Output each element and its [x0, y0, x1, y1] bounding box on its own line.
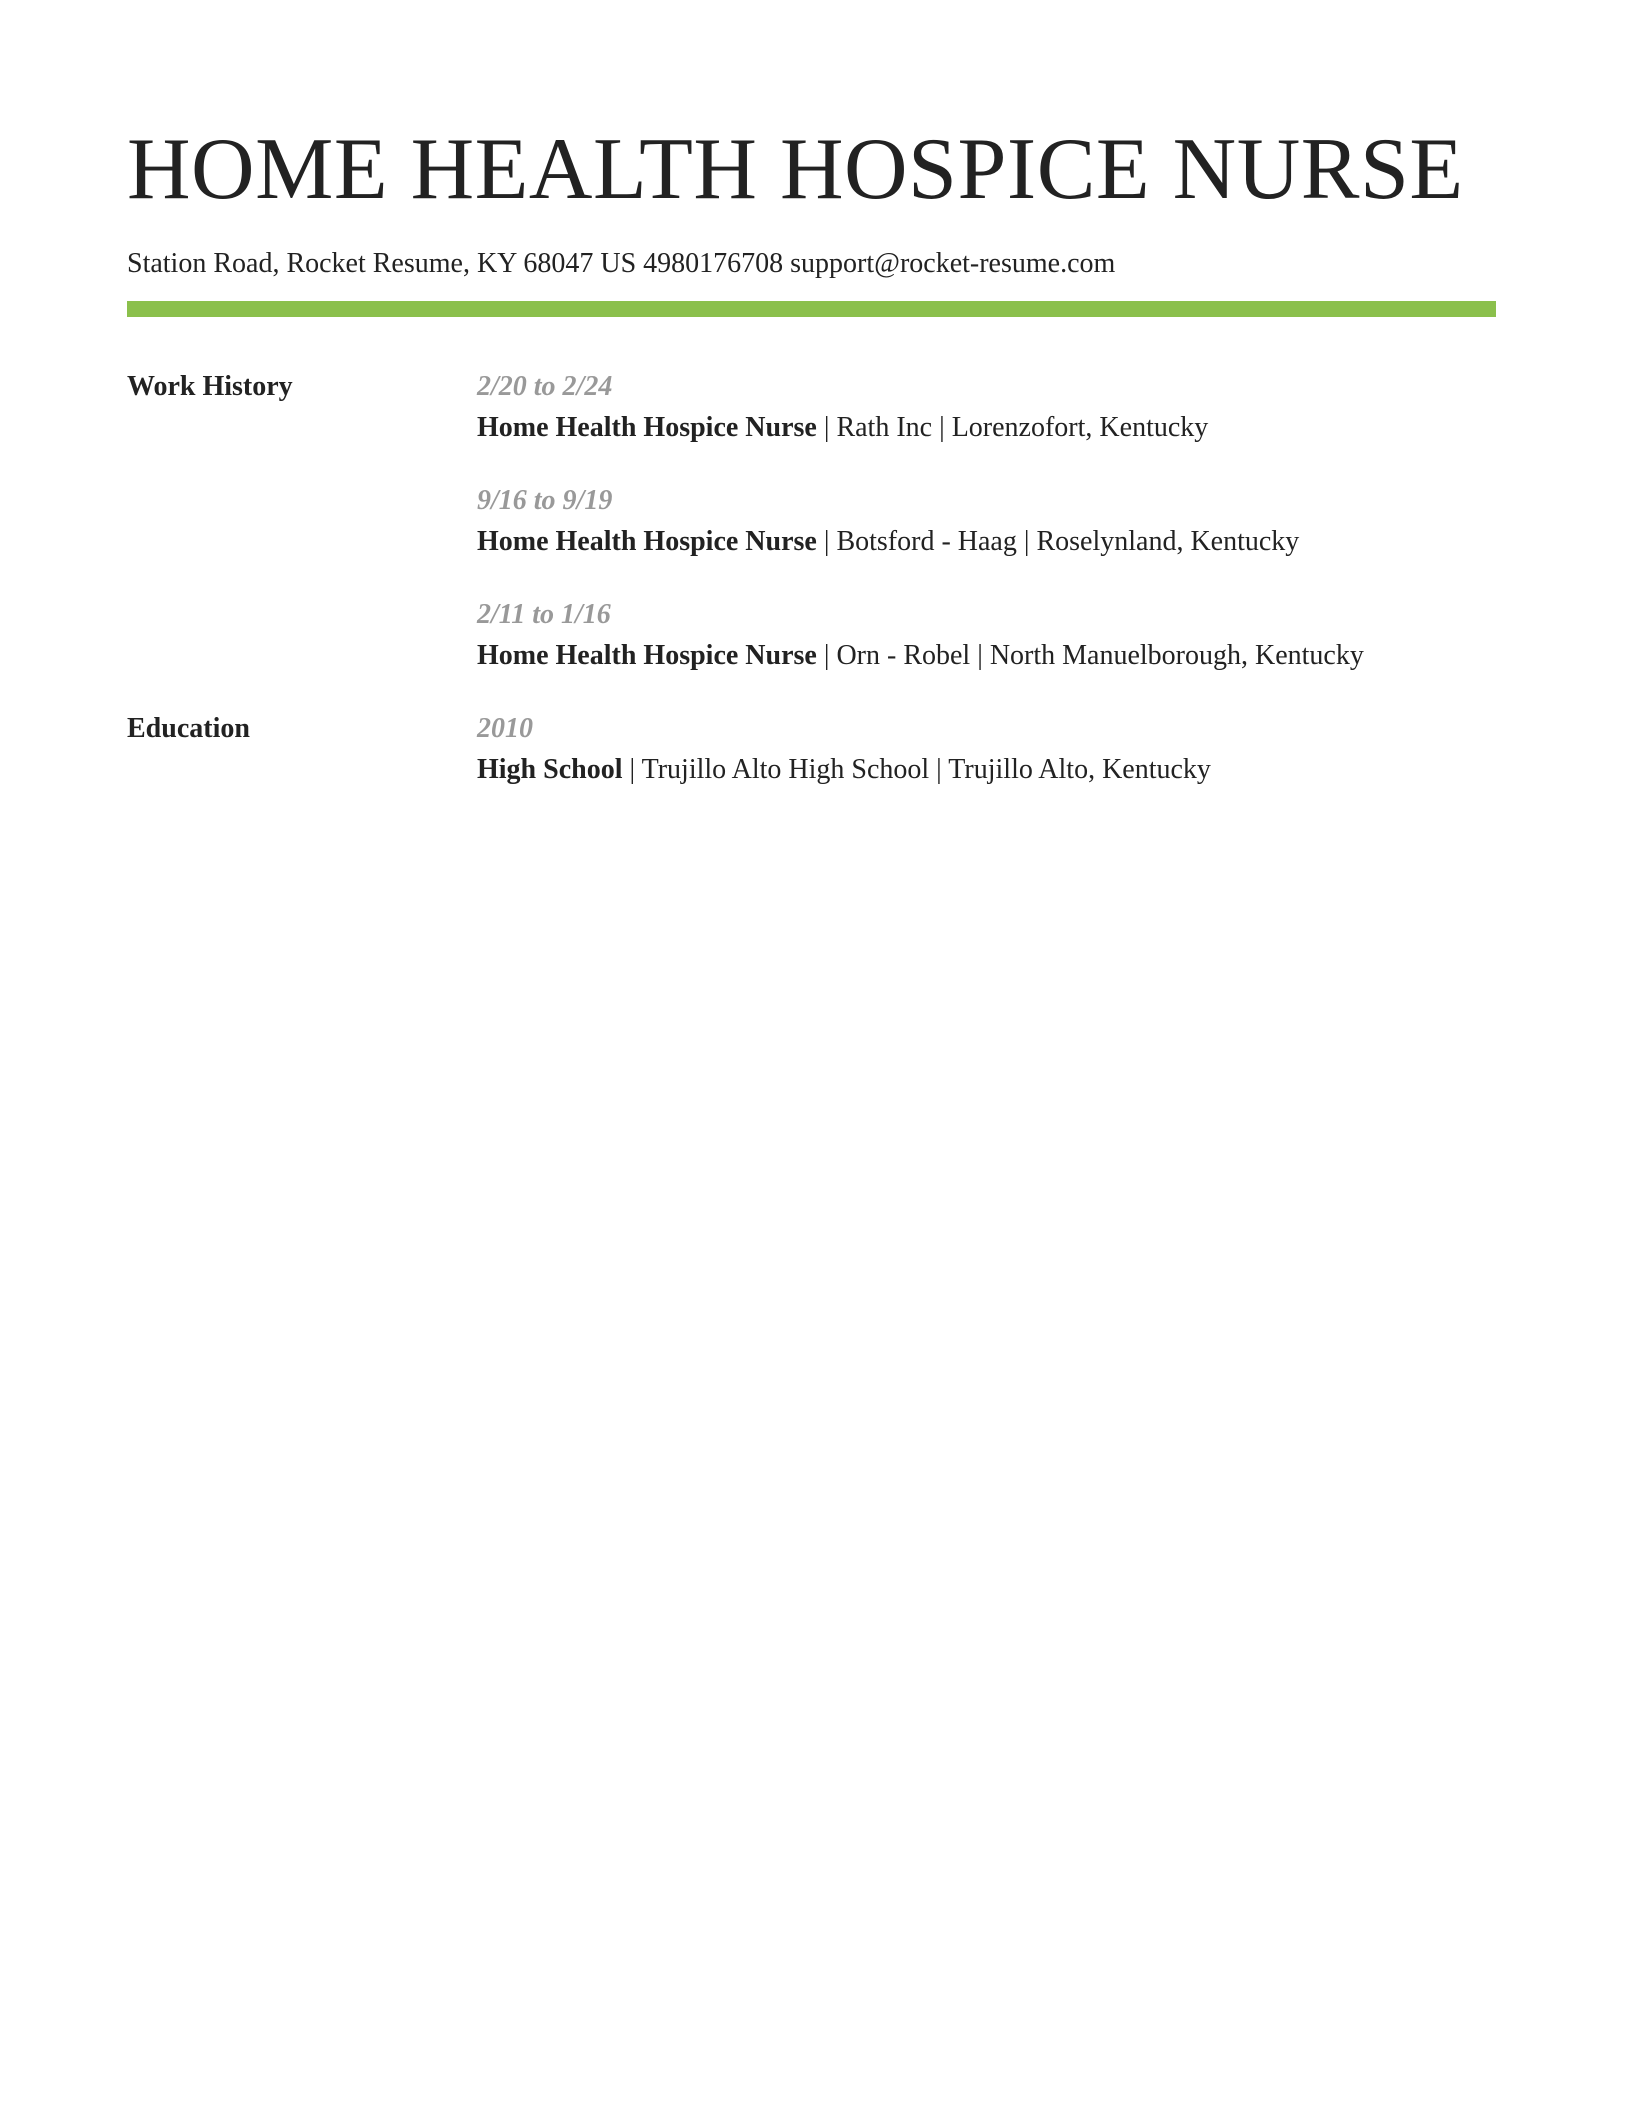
- education-entry-school: Trujillo Alto High School: [641, 754, 930, 785]
- work-entry-title: Home Health Hospice Nurse: [477, 412, 817, 443]
- work-entry-location: Roselynland, Kentucky: [1036, 526, 1300, 557]
- education-entry-dates: 2010: [477, 713, 533, 744]
- work-entry: [477, 483, 1496, 560]
- contact-email: support@rocket-resume.com: [790, 248, 1116, 279]
- work-entry-details: [477, 638, 1496, 674]
- separator: |: [816, 412, 837, 443]
- work-entry-location: Lorenzofort, Kentucky: [951, 412, 1209, 443]
- accent-divider: [127, 301, 1496, 317]
- separator: |: [1016, 526, 1037, 557]
- separator: |: [929, 754, 949, 785]
- work-entry: [477, 597, 1496, 674]
- separator: |: [816, 526, 837, 557]
- separator: |: [970, 640, 990, 671]
- education-entry: [477, 711, 1496, 788]
- work-entry-details: [477, 524, 1496, 560]
- work-entry-company: Orn - Robel: [836, 640, 971, 671]
- education-entries: [477, 711, 1496, 788]
- contact-line: [127, 246, 1496, 282]
- work-entry-title: Home Health Hospice Nurse: [477, 640, 817, 671]
- education-entry-location: Trujillo Alto, Kentucky: [948, 754, 1211, 785]
- work-entry-dates: 2/11 to 1/16: [477, 599, 611, 630]
- work-entry-company: Botsford - Haag: [836, 526, 1017, 557]
- work-entry-dates: 2/20 to 2/24: [477, 371, 613, 402]
- contact-phone: 4980176708: [643, 248, 784, 279]
- work-history-entries: [477, 369, 1496, 674]
- work-entry-details: [477, 410, 1496, 446]
- separator: |: [932, 412, 952, 443]
- work-history-heading: Work History: [127, 371, 293, 402]
- education-section: [127, 711, 1496, 788]
- education-entry-details: [477, 752, 1496, 788]
- candidate-name: HOME HEALTH HOSPICE NURSE: [127, 121, 1464, 218]
- work-entry-title: Home Health Hospice Nurse: [477, 526, 817, 557]
- work-entry: [477, 369, 1496, 446]
- work-entry-location: North Manuelborough, Kentucky: [989, 640, 1364, 671]
- contact-address: Station Road, Rocket Resume, KY 68047 US: [127, 248, 637, 279]
- education-entry-title: High School: [477, 754, 623, 785]
- work-entry-dates: 9/16 to 9/19: [477, 485, 613, 516]
- education-heading: Education: [127, 713, 250, 744]
- separator: |: [622, 754, 642, 785]
- work-history-section: [127, 369, 1496, 674]
- separator: |: [816, 640, 837, 671]
- work-entry-company: Rath Inc: [836, 412, 933, 443]
